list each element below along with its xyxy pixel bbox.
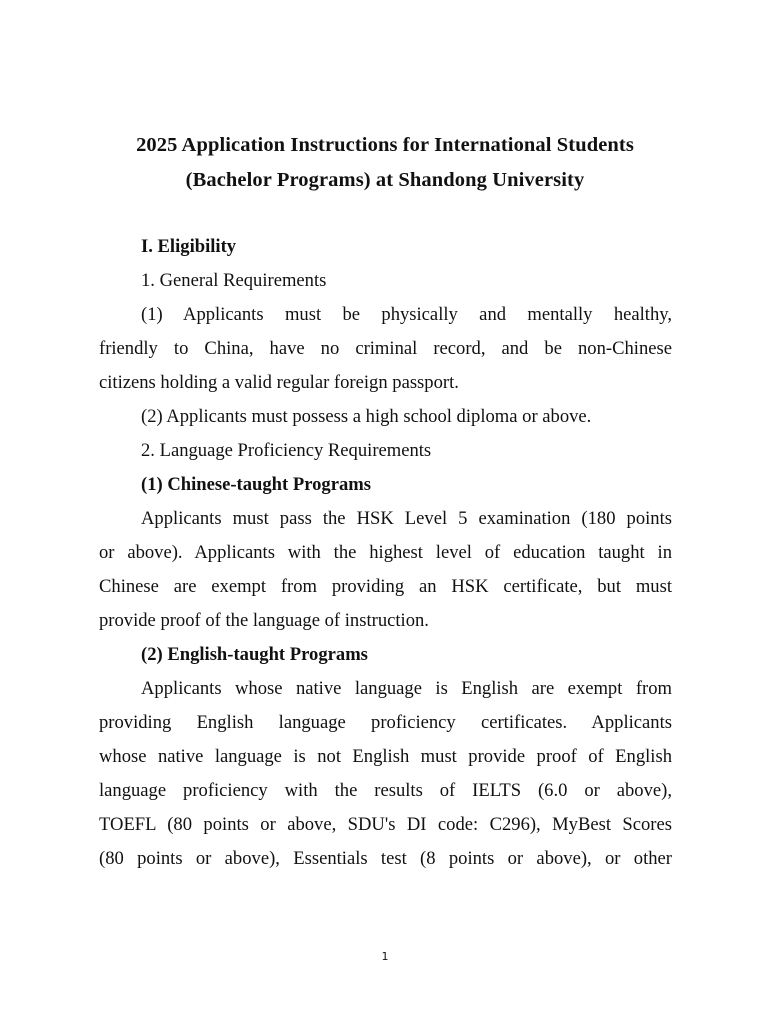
paragraph-line: TOEFL (80 points or above, SDU's DI code: C296), MyBest Scores — [99, 814, 672, 835]
subheading-english-taught-programs: (2) English-taught Programs — [141, 644, 368, 665]
paragraph-line: Applicants must pass the HSK Level 5 examination (180 points — [141, 508, 672, 529]
paragraph-line: language proficiency with the results of IELTS (6.0 or above), — [99, 780, 672, 801]
paragraph-line: friendly to China, have no criminal record, and be non-Chinese — [99, 338, 672, 359]
paragraph-line: Applicants whose native language is English are exempt from — [141, 678, 672, 699]
paragraph-requirement-1 — [99, 298, 672, 400]
paragraph-line: Chinese are exempt from providing an HSK certificate, but must — [99, 576, 672, 597]
paragraph-line: whose native language is not English must provide proof of English — [99, 746, 672, 767]
paragraph-line: (1) Applicants must be physically and mentally healthy, — [141, 304, 672, 325]
document-body — [99, 230, 672, 876]
subheading-language-proficiency: 2. Language Proficiency Requirements — [141, 440, 432, 461]
section-heading-eligibility: I. Eligibility — [141, 236, 237, 257]
paragraph-line: (80 points or above), Essentials test (8 points or above), or other — [99, 848, 672, 869]
paragraph-line: provide proof of the language of instruction. — [99, 610, 429, 631]
paragraph-line: citizens holding a valid regular foreign passport. — [99, 372, 459, 393]
document-title-line-1: 2025 Application Instructions for International Students — [136, 134, 634, 156]
subheading-chinese-taught-programs: (1) Chinese-taught Programs — [141, 474, 371, 495]
document-title-line-2: (Bachelor Programs) at Shandong University — [185, 169, 585, 191]
page-number: 1 — [381, 950, 389, 963]
paragraph-chinese-programs — [99, 502, 672, 638]
paragraph-line: providing English language proficiency certificates. Applicants — [99, 712, 672, 733]
paragraph-requirement-2: (2) Applicants must possess a high school diploma or above. — [141, 406, 592, 427]
subheading-general-requirements: 1. General Requirements — [141, 270, 327, 291]
paragraph-english-programs — [99, 672, 672, 876]
paragraph-line: or above). Applicants with the highest level of education taught in — [99, 542, 672, 563]
